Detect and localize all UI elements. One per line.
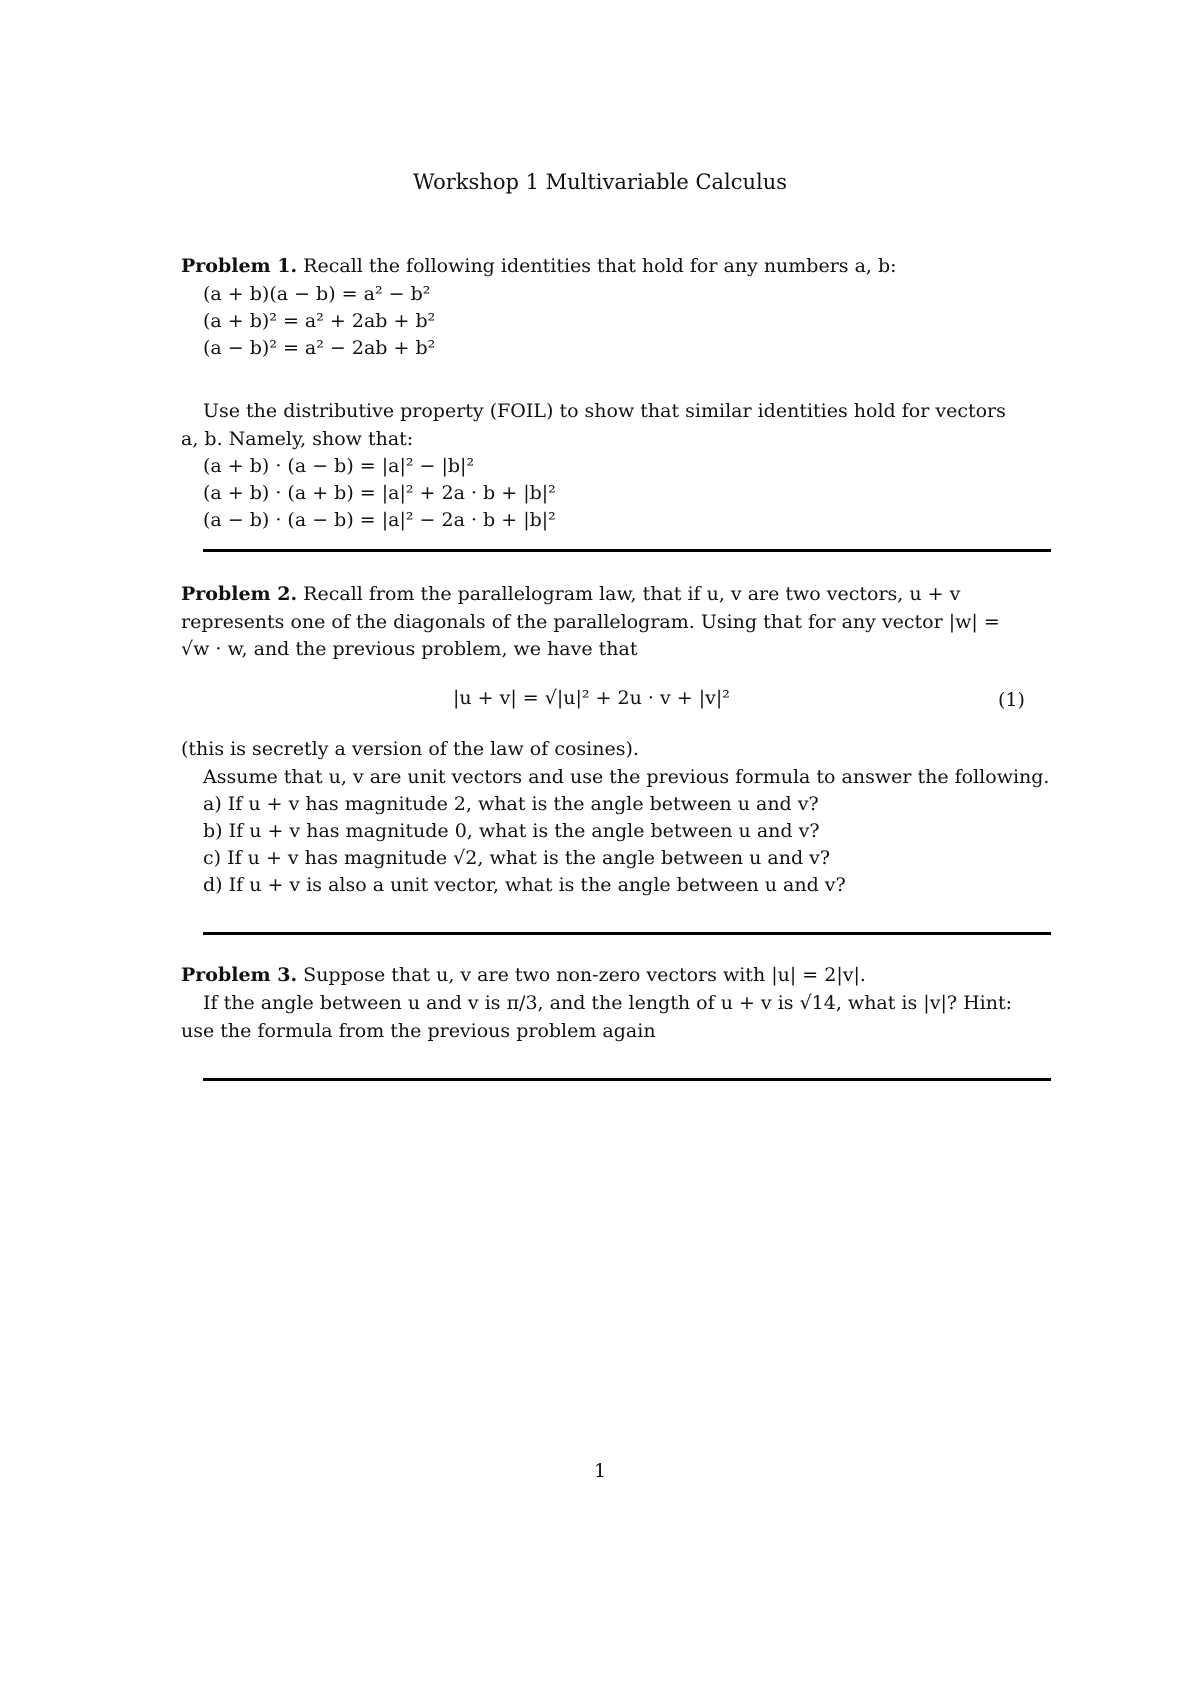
- question-a: a) If u + v has magnitude 2, what is the angle between u and v?: [203, 793, 819, 815]
- problem-3-label: Problem 3.: [181, 964, 298, 986]
- problem-3-text: If the angle between u and v is π/3, and the length of u + v is √14, what is |v|? Hint:: [203, 992, 1012, 1014]
- problem-2-text: Assume that u, v are unit vectors and use the previous formula to answer the following.: [203, 766, 1050, 788]
- problem-3-text: use the formula from the previous problem again: [181, 1020, 656, 1042]
- problem-2-text: represents one of the diagonals of the parallelogram. Using that for any vector |w| =: [181, 611, 1000, 633]
- problem-2-label: Problem 2.: [181, 583, 298, 605]
- question-d: d) If u + v is also a unit vector, what is the angle between u and v?: [203, 874, 846, 896]
- equation-number: (1): [998, 689, 1025, 711]
- page-number: 1: [593, 1460, 607, 1482]
- section-divider: [203, 1078, 1051, 1081]
- displayed-equation: |u + v| = √|u|² + 2u · v + |v|²: [453, 687, 730, 709]
- problem-3-intro: Suppose that u, v are two non-zero vectors with |u| = 2|v|.: [303, 964, 866, 986]
- identity-line: (a + b)² = a² + 2ab + b²: [203, 310, 436, 332]
- problem-1-label: Problem 1.: [181, 255, 298, 277]
- identity-line: (a − b)² = a² − 2ab + b²: [203, 337, 436, 359]
- problem-3-heading: [181, 966, 866, 985]
- question-b: b) If u + v has magnitude 0, what is the angle between u and v?: [203, 820, 820, 842]
- problem-1-text: a, b. Namely, show that:: [181, 428, 414, 450]
- section-divider: [203, 932, 1051, 935]
- identity-line: (a + b)(a − b) = a² − b²: [203, 283, 431, 305]
- problem-2-text: √w · w, and the previous problem, we have that: [181, 638, 638, 660]
- section-divider: [203, 549, 1051, 552]
- document-title: Workshop 1 Multivariable Calculus: [412, 170, 788, 194]
- question-c: c) If u + v has magnitude √2, what is the angle between u and v?: [203, 847, 831, 869]
- problem-2-text: (this is secretly a version of the law of cosines).: [181, 738, 639, 760]
- problem-2-intro: Recall from the parallelogram law, that if u, v are two vectors, u + v: [303, 583, 961, 605]
- problem-2-heading: [181, 585, 960, 604]
- vector-identity-line: (a − b) · (a − b) = |a|² − 2a · b + |b|²: [203, 509, 556, 531]
- problem-1-text: Use the distributive property (FOIL) to show that similar identities hold for vectors: [203, 400, 1006, 422]
- problem-1-intro: Recall the following identities that hold for any numbers a, b:: [303, 255, 897, 277]
- problem-1-heading: [181, 257, 897, 276]
- vector-identity-line: (a + b) · (a − b) = |a|² − |b|²: [203, 455, 475, 477]
- vector-identity-line: (a + b) · (a + b) = |a|² + 2a · b + |b|²: [203, 482, 556, 504]
